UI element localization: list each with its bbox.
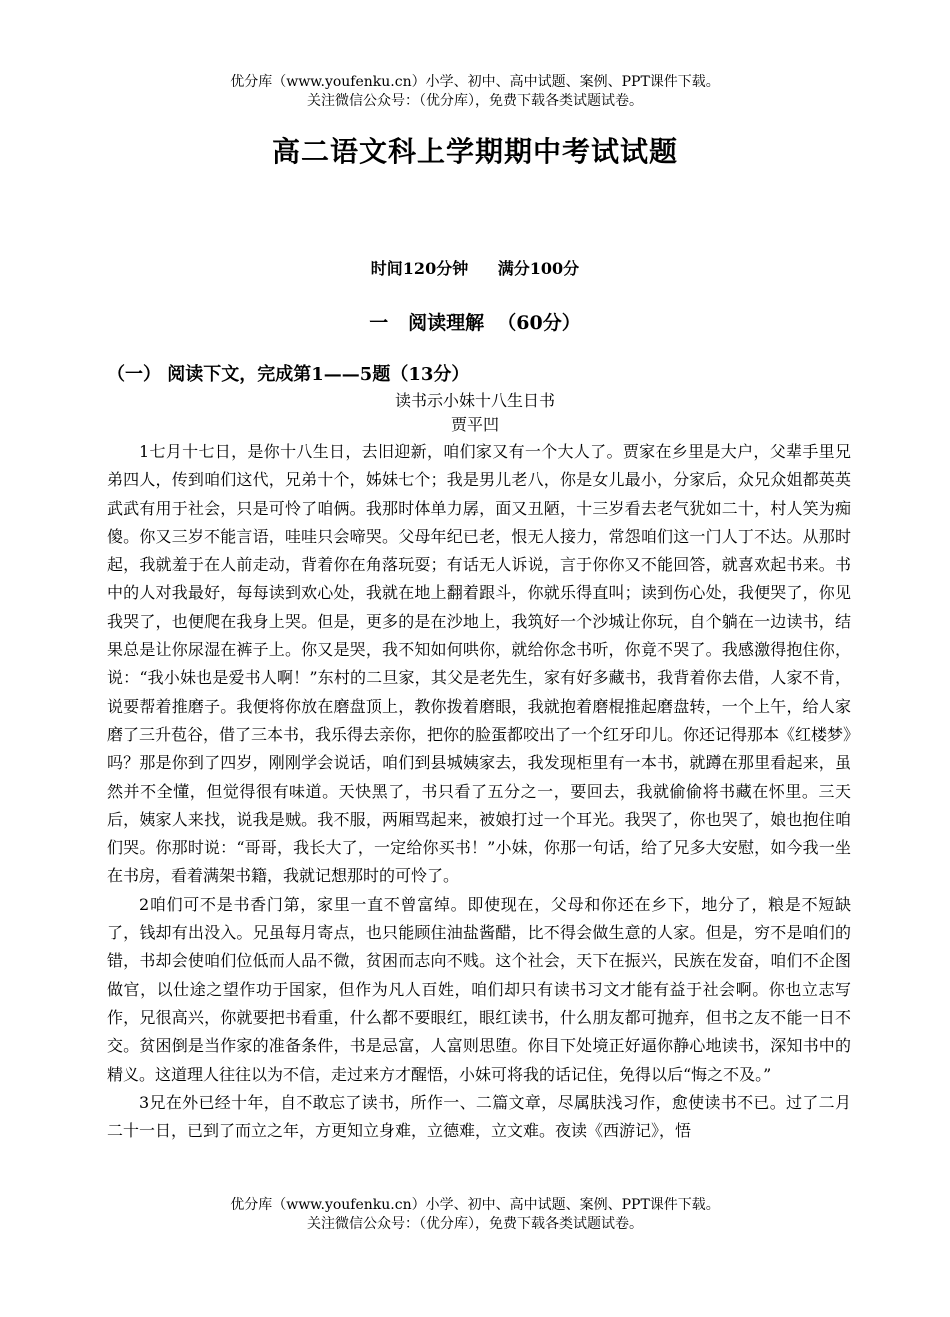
passage-author: 贾平凹 xyxy=(450,415,499,434)
page-footer xyxy=(0,1196,950,1234)
exam-score: 满分100分 xyxy=(497,259,580,278)
passage-body xyxy=(107,438,851,1145)
header-line-1: 优分库（www.youfenku.cn）小学、初中、高中试题、案例、PPT课件下载。 xyxy=(230,74,720,90)
exam-info xyxy=(0,256,950,279)
page-header xyxy=(0,73,950,111)
footer-line-1: 优分库（www.youfenku.cn）小学、初中、高中试题、案例、PPT课件下载。 xyxy=(230,1197,720,1213)
paragraph: 1七月十七日，是你十八生日，去旧迎新，咱们家又有一个大人了。贾家在乡里是大户，父辈手里兄弟四人，传到咱们这代，兄弟十个，姊妹七个；我是男儿老八，你是女儿最小，分家后，众兄众姐都英英武武有用于社会，只是可怜了咱俩。我那时体单力孱，面又丑陋，十三岁看去老气犹如二十，村人笑为痴傻。你又三岁不能言语，哇哇只会啼哭。父母年纪已老，恨无人接力，常怨咱们这一门人丁不达。从那时起，我就羞于在人前走动，背着你在角落玩耍；有话无人诉说，言于你你又不能回答，就喜欢起书来。书中的人对我最好，每每读到欢心处，我就在地上翻着跟斗，你就乐得直叫；读到伤心处，我便哭了，你见我哭了，也便爬在我身上哭。但是，更多的是在沙地上，我筑好一个沙城让你玩，自个躺在一边读书，结果总是让你尿湿在裤子上。你又是哭，我不知如何哄你，就给你念书听，你竟不哭了。我感激得抱住你，说：“我小妹也是爱书人啊！”东村的二旦家，其父是老先生，家有好多藏书，我背着你去借，人家不肯，说要帮着推磨子。我便将你放在磨盘顶上，教你拨着磨眼，我就抱着磨棍推起磨盘转，一个上午，给人家磨了三升苞谷，借了三本书，我乐得去亲你，把你的脸蛋都咬出了一个红牙印儿。你还记得那本《红楼梦》吗？那是你到了四岁，刚刚学会说话，咱们到县城姨家去，我发现柜里有一本书，就蹲在那里看起来，虽然并不全懂，但觉得很有味道。天快黑了，书只看了五分之一，要回去，我就偷偷将书藏在怀里。三天后，姨家人来找，说我是贼。我不服，两厢骂起来，被娘打过一个耳光。我哭了，你也哭了，娘也抱住咱们哭。你那时说：“哥哥，我长大了，一定给你买书！”小妹，你那一句话，给了兄多大安慰，如今我一坐在书房，看着满架书籍，我就记想那时的可怜了。 xyxy=(107,442,852,886)
footer-line-2: 关注微信公众号：（优分库），免费下载各类试题试卷。 xyxy=(307,1216,643,1232)
exam-title: 高二语文科上学期期中考试试题 xyxy=(271,135,678,168)
subsection-heading: （一） 阅读下文，完成第1——5题（13分） xyxy=(107,364,470,385)
section-heading: 一 阅读理解 （60分） xyxy=(369,312,581,334)
passage-title: 读书示小妹十八生日书 xyxy=(394,391,555,410)
paragraph: 2咱们可不是书香门第，家里一直不曾富绰。即使现在，父母和你还在乡下，地分了，粮是不短缺了，钱却有出没入。兄虽每月寄点，也只能顾住油盐酱醋，比不得会做生意的人家。但是，穷不是咱们的错，书却会使咱们位低而人品不微，贫困而志向不贱。这个社会，天下在振兴，民族在发奋，咱们不企图做官，以仕途之望作功于国家，但作为凡人百姓，咱们却只有读书习文才能有益于社会啊。你也立志写作，兄很高兴，你就要把书看重，什么都不要眼红，眼红读书，什么朋友都可抛弃，但书之友不能一日不交。贫困倒是当作家的准备条件，书是忌富，人富则思堕。你目下处境正好逼你静心地读书，深知书中的精义。这道理人往往以为不信，走过来方才醒悟，小妹可将我的话记住，免得以后“悔之不及。” xyxy=(107,894,851,1084)
paragraph: 3兄在外已经十年，自不敢忘了读书，所作一、二篇文章，尽属肤浅习作，愈使读书不已。过了二月二十一日，已到了而立之年，方更知立身难，立德难，立文难。夜读《西游记》，悟 xyxy=(107,1092,851,1141)
exam-time: 时间120分钟 xyxy=(370,259,469,278)
header-line-2: 关注微信公众号：（优分库），免费下载各类试题试卷。 xyxy=(307,93,643,109)
